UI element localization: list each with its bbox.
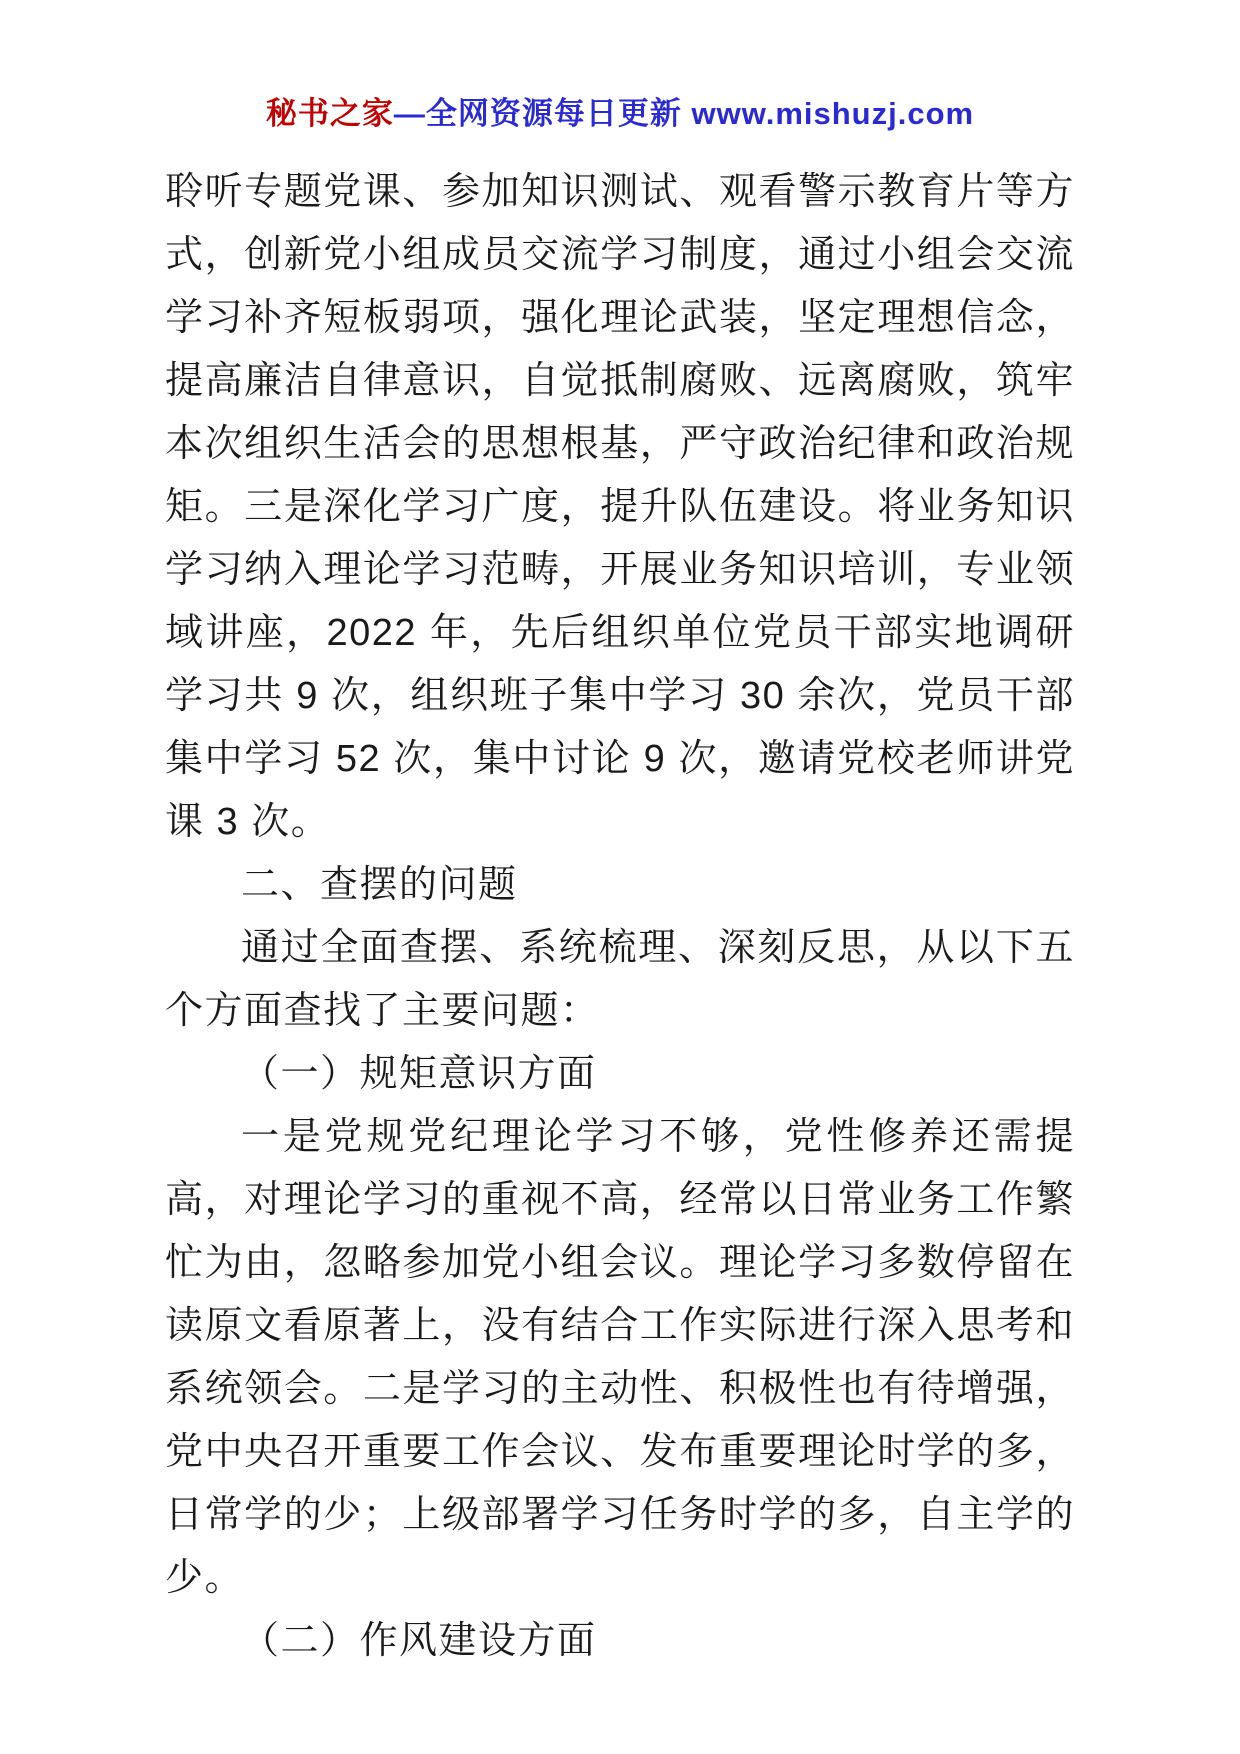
paragraph: 一是党规党纪理论学习不够，党性修养还需提高，对理论学习的重视不高，经常以日常业务工作繁忙为由，忽略参加党小组会议。理论学习多数停留在读原文看原著上，没有结合工作实际进行深入思考和系统领会。二是学习的主动性、积极性也有待增强，党中央召开重要工作会议、发布重要理论时学的多，日常学的少；上级部署学习任务时学的多，自主学的少。 — [165, 1116, 1075, 1599]
site-header — [165, 88, 1075, 133]
subsection-heading: （二）作风建设方面 — [241, 1620, 597, 1662]
subsection-heading: （一）规矩意识方面 — [241, 1053, 597, 1095]
site-url-link[interactable]: www.mishuzj.com — [691, 96, 975, 131]
section-heading: 二、查摆的问题 — [241, 864, 518, 906]
document-body — [165, 161, 1075, 1673]
brand-name: 秘书之家 — [265, 96, 394, 131]
header-tagline: —全网资源每日更新 — [393, 96, 692, 131]
paragraph: 通过全面查摆、系统梳理、深刻反思，从以下五个方面查找了主要问题： — [165, 927, 1075, 1032]
paragraph-continuation: 聆听专题党课、参加知识测试、观看警示教育片等方式，创新党小组成员交流学习制度，通过小组会交流学习补齐短板弱项，强化理论武装，坚定理想信念，提高廉洁自律意识，自觉抵制腐败、远离腐败，筑牢本次组织生活会的思想根基，严守政治纪律和政治规矩。三是深化学习广度，提升队伍建设。将业务知识学习纳入理论学习范畴，开展业务知识培训，专业领域讲座，2022 年，先后组织单位党员干部实地调研学习共 9 次，组织班子集中学习 30 余次，党员干部集中学习 52 次，集中讨论 9 次，邀请党校老师讲党课 3 次。 — [165, 171, 1075, 843]
